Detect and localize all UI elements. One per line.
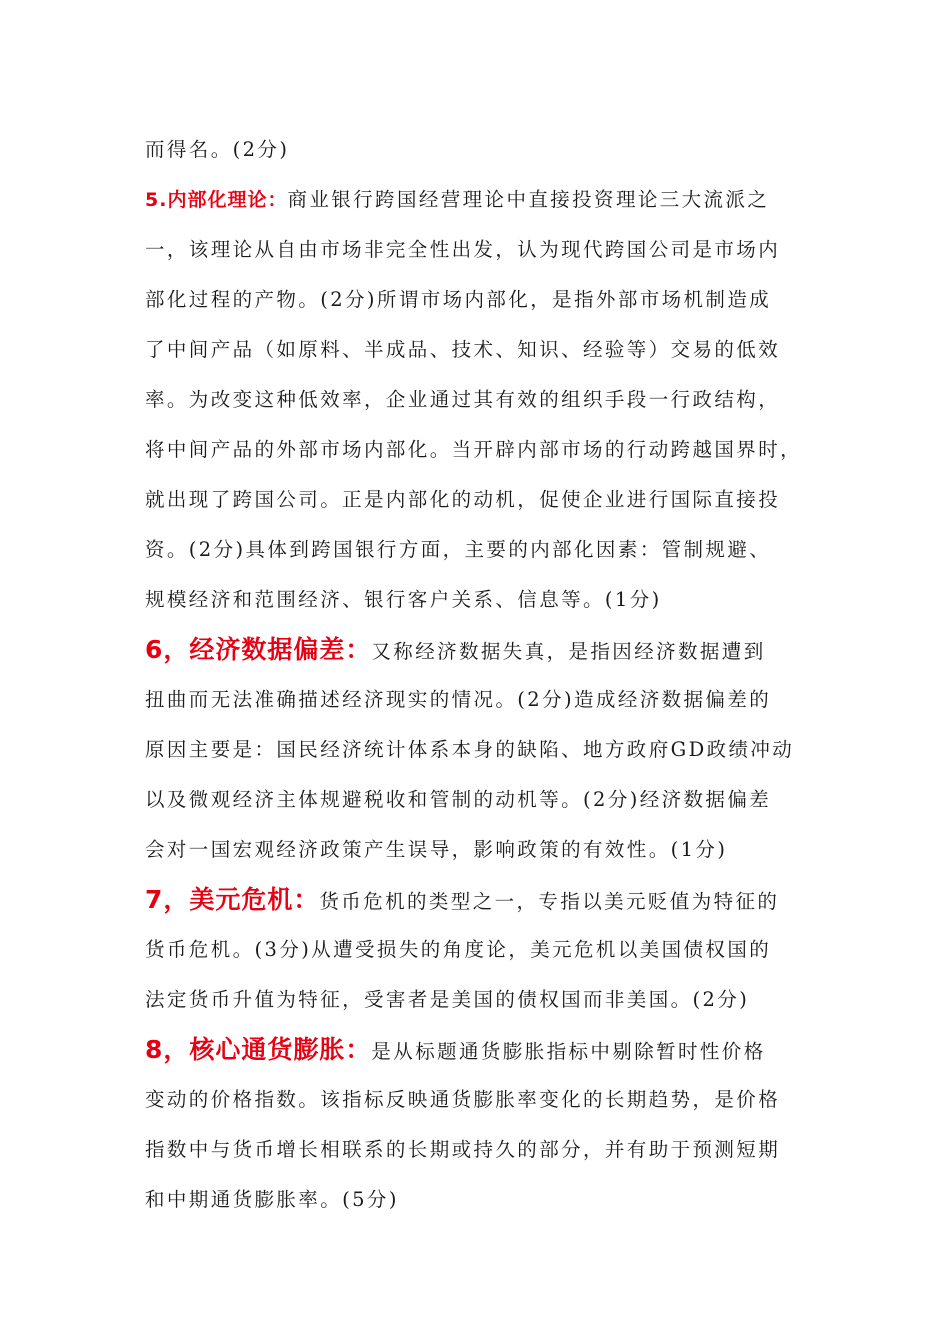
- line-text: 扭曲而无法准确描述经济现实的情况。(2分)造成经济数据偏差的: [145, 688, 772, 711]
- body-line: [145, 430, 835, 470]
- line-text: 部化过程的产物。(2分)所谓市场内部化，是指外部市场机制造成: [145, 288, 772, 311]
- body-line: [145, 680, 835, 720]
- body-line: [145, 930, 835, 970]
- definition-line: [145, 1030, 835, 1070]
- body-line: [145, 530, 835, 570]
- definition-line: [145, 180, 835, 220]
- line-text: 是从标题通货膨胀指标中剔除暂时性价格: [371, 1040, 766, 1063]
- body-line: [145, 980, 835, 1020]
- term-heading: 7，美元危机：: [145, 885, 320, 914]
- line-text: 将中间产品的外部市场内部化。当开辟内部市场的行动跨越国界时，: [145, 438, 803, 461]
- line-text: 商业银行跨国经营理论中直接投资理论三大流派之: [287, 188, 770, 211]
- line-text: 变动的价格指数。该指标反映通货膨胀率变化的长期趋势，是价格: [145, 1088, 781, 1111]
- body-line: [145, 380, 835, 420]
- line-text: 货币危机的类型之一，专指以美元贬值为特征的: [319, 890, 780, 913]
- term-heading: 5.内部化理论：: [145, 189, 288, 211]
- definition-line: [145, 630, 835, 670]
- line-text: 就出现了跨国公司。正是内部化的动机，促使企业进行国际直接投: [145, 488, 781, 511]
- body-line: [145, 230, 835, 270]
- body-line: [145, 480, 835, 520]
- body-line: [145, 1180, 835, 1220]
- body-line: [145, 330, 835, 370]
- line-text: 货币危机。(3分)从遭受损失的角度论，美元危机以美国债权国的: [145, 938, 772, 961]
- line-text: 资。(2分)具体到跨国银行方面，主要的内部化因素：管制规避、: [145, 538, 772, 561]
- line-text: 以及微观经济主体规避税收和管制的动机等。(2分)经济数据偏差: [145, 788, 772, 811]
- line-text: 法定货币升值为特征，受害者是美国的债权国而非美国。(2分): [145, 988, 750, 1011]
- body-line: [145, 280, 835, 320]
- line-text: 会对一国宏观经济政策产生误导，影响政策的有效性。(1分): [145, 838, 728, 861]
- line-text: 和中期通货膨胀率。(5分): [145, 1188, 399, 1211]
- line-text: 率。为改变这种低效率，企业通过其有效的组织手段一行政结构，: [145, 388, 781, 411]
- body-line: [145, 130, 835, 170]
- term-heading: 8，核心通货膨胀：: [145, 1035, 372, 1064]
- line-text: 规模经济和范围经济、银行客户关系、信息等。(1分): [145, 588, 662, 611]
- line-text: 了中间产品（如原料、半成品、技术、知识、经验等）交易的低效: [145, 338, 781, 361]
- line-text: 一，该理论从自由市场非完全性出发，认为现代跨国公司是市场内: [145, 238, 781, 261]
- body-line: [145, 780, 835, 820]
- term-heading: 6，经济数据偏差：: [145, 635, 372, 664]
- definition-line: [145, 880, 835, 920]
- body-line: [145, 830, 835, 870]
- body-line: [145, 1080, 835, 1120]
- body-line: [145, 730, 835, 770]
- line-text: 而得名。(2分): [145, 138, 290, 161]
- body-line: [145, 580, 835, 620]
- body-line: [145, 1130, 835, 1170]
- line-text: 又称经济数据失真，是指因经济数据遭到: [371, 640, 766, 663]
- line-text: 原因主要是：国民经济统计体系本身的缺陷、地方政府GD政绩冲动: [145, 738, 795, 761]
- line-text: 指数中与货币增长相联系的长期或持久的部分，并有助于预测短期: [145, 1138, 781, 1161]
